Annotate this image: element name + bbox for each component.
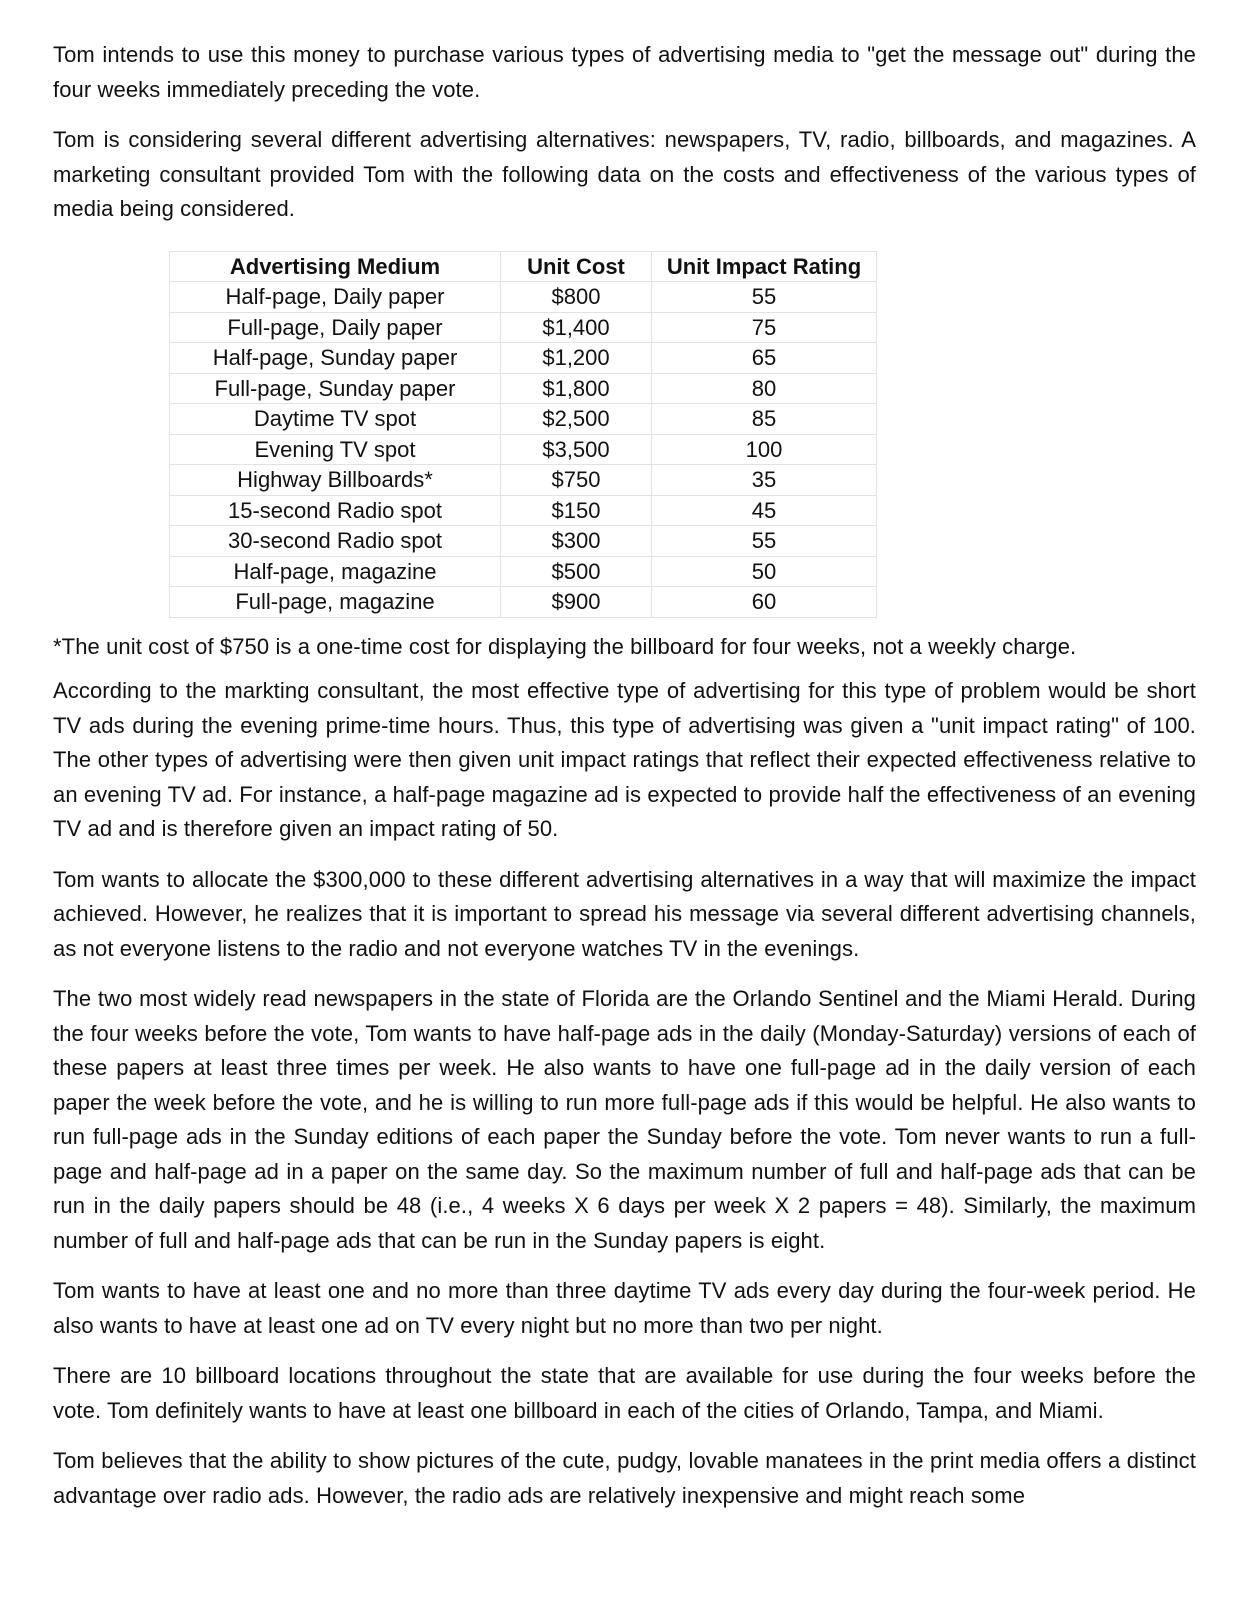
- cell-impact: 55: [652, 526, 877, 557]
- cell-impact: 65: [652, 343, 877, 374]
- table-row: [170, 282, 877, 313]
- cell-cost: $1,400: [501, 312, 652, 343]
- cell-medium: Half-page, magazine: [170, 556, 501, 587]
- cell-medium: Full-page, Daily paper: [170, 312, 501, 343]
- paragraph-intro: Tom intends to use this money to purchase various types of advertising media to "get the message out" during the four weeks immediately preceding the vote.: [53, 42, 1196, 102]
- paragraph-tv: Tom wants to have at least one and no more than three daytime TV ads every day during the four-week period. He also wants to have at least one ad on TV every night but no more than two per night.: [53, 1278, 1196, 1338]
- advertising-media-table: [169, 251, 877, 618]
- cell-cost: $800: [501, 282, 652, 313]
- cell-medium: 15-second Radio spot: [170, 495, 501, 526]
- paragraph-newspapers: The two most widely read newspapers in the state of Florida are the Orlando Sentinel and the Miami Herald. During the four weeks before the vote, Tom wants to have half-page ads in the daily (Monday-Saturday) versions of each of these papers at least three times per week. He also wants to have one full-page ad in the daily version of each paper the week before the vote, and he is willing to run more full-page ads if this would be helpful. He also wants to run full-page ads in the Sunday editions of each paper the Sunday before the vote. Tom never wants to run a full-page and half-page ad in a paper on the same day. So the maximum number of full and half-page ads that can be run in the daily papers should be 48 (i.e., 4 weeks X 6 days per week X 2 papers = 48). Similarly, the maximum number of full and half-page ads that can be run in the Sunday papers is eight.: [53, 986, 1196, 1253]
- table-row: [170, 434, 877, 465]
- cell-cost: $1,200: [501, 343, 652, 374]
- paragraph-alternatives: Tom is considering several different advertising alternatives: newspapers, TV, radio, billboards, and magazines. A marketing consultant provided Tom with the following data on the costs and effectiveness of the various types of media being considered.: [53, 127, 1196, 221]
- cell-cost: $2,500: [501, 404, 652, 435]
- paragraph-impact-rating: According to the markting consultant, the most effective type of advertising for this type of problem would be short TV ads during the evening prime-time hours. Thus, this type of advertising was given a "unit impact rating" of 100. The other types of advertising were then given unit impact ratings that reflect their expected effectiveness relative to an evening TV ad. For instance, a half-page magazine ad is expected to provide half the effectiveness of an evening TV ad and is therefore given an impact rating of 50.: [53, 678, 1196, 841]
- header-unit-cost: Unit Cost: [501, 251, 652, 282]
- cell-cost: $750: [501, 465, 652, 496]
- cell-impact: 50: [652, 556, 877, 587]
- cell-cost: $1,800: [501, 373, 652, 404]
- table-row: [170, 373, 877, 404]
- table-header-row: [170, 251, 877, 282]
- advertising-table-wrapper: [53, 251, 1196, 618]
- cell-medium: 30-second Radio spot: [170, 526, 501, 557]
- billboard-footnote: *The unit cost of $750 is a one-time cost for displaying the billboard for four weeks, not a weekly charge.: [53, 633, 1077, 659]
- paragraph-allocation: Tom wants to allocate the $300,000 to these different advertising alternatives in a way that will maximize the impact achieved. However, he realizes that it is important to spread his message via several different advertising channels, as not everyone listens to the radio and not everyone watches TV in the evenings.: [53, 866, 1196, 961]
- header-advertising-medium: Advertising Medium: [170, 251, 501, 282]
- cell-medium: Half-page, Sunday paper: [170, 343, 501, 374]
- cell-impact: 85: [652, 404, 877, 435]
- cell-medium: Evening TV spot: [170, 434, 501, 465]
- cell-impact: 80: [652, 373, 877, 404]
- cell-cost: $500: [501, 556, 652, 587]
- table-row: [170, 465, 877, 496]
- cell-cost: $900: [501, 587, 652, 618]
- cell-cost: $150: [501, 495, 652, 526]
- table-row: [170, 556, 877, 587]
- cell-medium: Half-page, Daily paper: [170, 282, 501, 313]
- cell-impact: 100: [652, 434, 877, 465]
- cell-impact: 75: [652, 312, 877, 343]
- cell-medium: Full-page, Sunday paper: [170, 373, 501, 404]
- paragraph-manatees: Tom believes that the ability to show pictures of the cute, pudgy, lovable manatees in the print media offers a distinct advantage over radio ads. However, the radio ads are relatively inexpensive and might reach some: [53, 1448, 1196, 1508]
- table-row: [170, 587, 877, 618]
- cell-cost: $300: [501, 526, 652, 557]
- table-row: [170, 404, 877, 435]
- table-row: [170, 526, 877, 557]
- header-unit-impact-rating: Unit Impact Rating: [652, 251, 877, 282]
- cell-impact: 60: [652, 587, 877, 618]
- table-row: [170, 312, 877, 343]
- cell-cost: $3,500: [501, 434, 652, 465]
- cell-impact: 35: [652, 465, 877, 496]
- paragraph-billboards: There are 10 billboard locations throughout the state that are available for use during the four weeks before the vote. Tom definitely wants to have at least one billboard in each of the cities of Orlando, Tampa, and Miami.: [53, 1363, 1196, 1423]
- cell-medium: Daytime TV spot: [170, 404, 501, 435]
- table-row: [170, 495, 877, 526]
- cell-medium: Highway Billboards*: [170, 465, 501, 496]
- table-row: [170, 343, 877, 374]
- cell-impact: 55: [652, 282, 877, 313]
- cell-impact: 45: [652, 495, 877, 526]
- cell-medium: Full-page, magazine: [170, 587, 501, 618]
